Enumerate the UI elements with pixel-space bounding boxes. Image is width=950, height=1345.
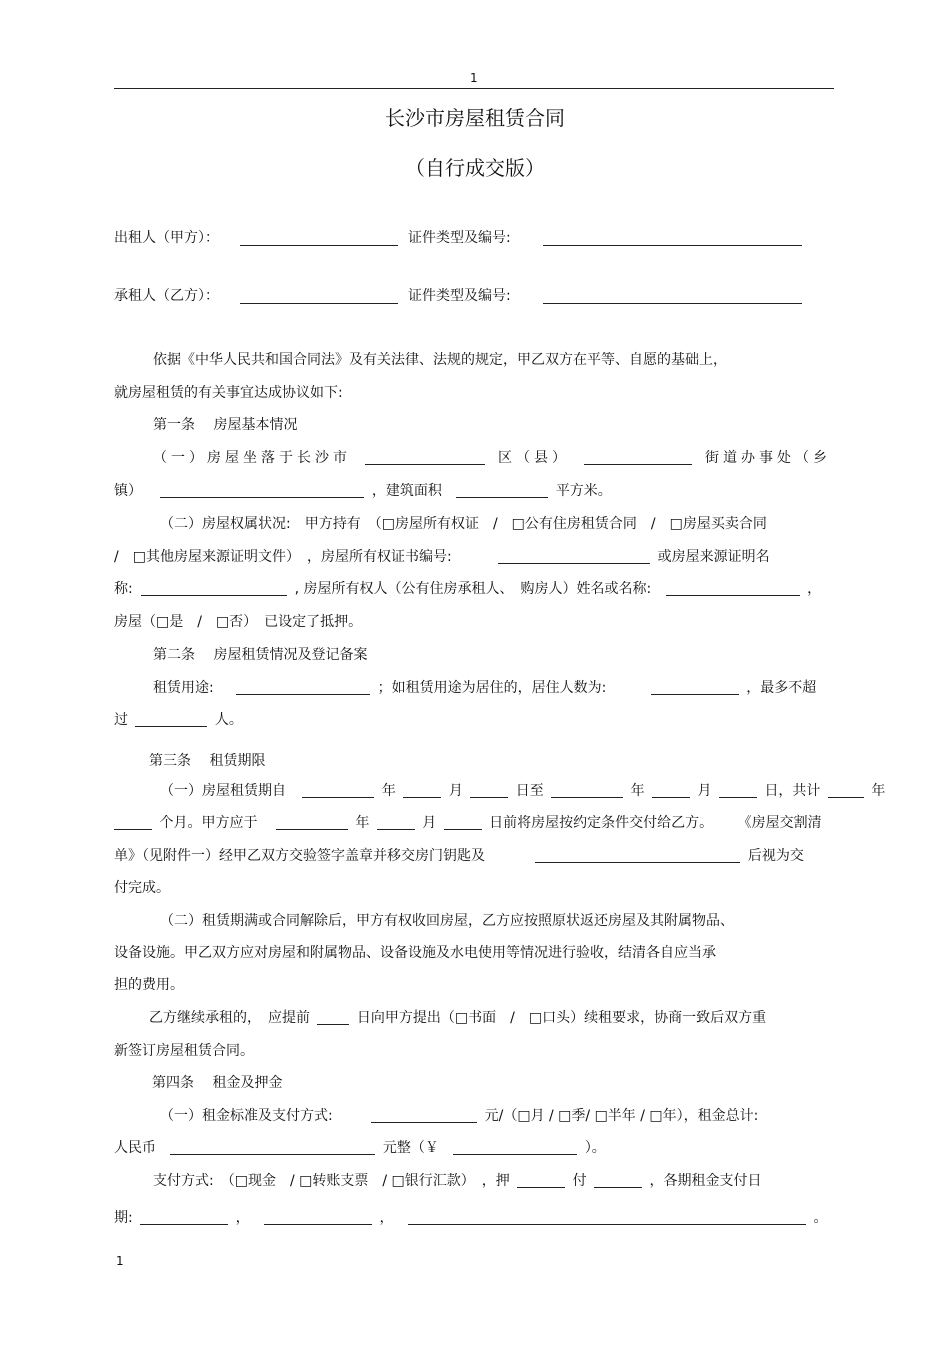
day-to-label: 日至 — [515, 783, 544, 799]
year-label: 年 — [630, 783, 645, 799]
comma-1: ， — [235, 1210, 250, 1226]
max-residents-field[interactable] — [135, 710, 207, 727]
article-2-max-line — [114, 710, 243, 730]
term-line-3 — [114, 846, 804, 866]
pay-months-field[interactable] — [594, 1171, 642, 1188]
rent-line-1 — [160, 1106, 758, 1126]
deposit-months-field[interactable] — [517, 1171, 565, 1188]
comma-2: ， — [379, 1210, 394, 1226]
total-months-field[interactable] — [114, 813, 152, 830]
rent-total-words-field[interactable] — [170, 1138, 375, 1155]
article-4-heading: 第四条 租金及押金 — [152, 1075, 283, 1091]
header-page-number: 1 — [470, 71, 478, 85]
ownership-line-2 — [114, 547, 770, 567]
document-subtitle: （自行成交版） — [405, 156, 545, 180]
name-label-text: 称: — [114, 581, 133, 597]
area-field[interactable] — [456, 481, 548, 498]
lessee-label: 承租人（乙方）： — [114, 288, 219, 304]
rmb-label: 人民币 — [114, 1140, 156, 1156]
period-mark: 。 — [813, 1210, 828, 1226]
persons-unit: 人。 — [214, 712, 243, 728]
article-1-location-line — [153, 448, 831, 468]
start-year-field[interactable] — [302, 781, 374, 798]
renewal-line-1 — [149, 1008, 766, 1028]
term-line-2 — [114, 813, 822, 833]
header-rule — [114, 88, 834, 89]
purpose-field[interactable] — [236, 678, 370, 695]
lessor-id-label: 证件类型及编号: — [408, 230, 511, 246]
total-label: 日，共计 — [764, 783, 821, 799]
max-prefix: 过 — [114, 712, 128, 728]
owner-label-text: , 房屋所有权人（公有住房承租人、 购房人）姓名或名称: — [294, 581, 652, 597]
due-date-label: ，各期租金支付日 — [649, 1173, 762, 1189]
lessor-id-field[interactable] — [543, 245, 802, 246]
start-month-field[interactable] — [403, 781, 441, 798]
rent-total-number-field[interactable] — [453, 1138, 577, 1155]
article-3-heading: 第三条 租赁期限 — [149, 753, 266, 769]
rent-period-options: 元/（□月 / □季/ □半年 / □年），租金总计: — [484, 1108, 759, 1124]
months-handover-label: 个月。甲方应于 — [159, 815, 258, 831]
renewal-request-text: 日向甲方提出（□书面 / □口头）续租要求，协商一致后双方重 — [356, 1010, 767, 1026]
term-line-1 — [160, 781, 885, 801]
lessor-name-field[interactable] — [240, 245, 398, 246]
expiry-line-1: （二）租赁期满或合同解除后，甲方有权收回房屋，乙方应按照原状返还房屋及其附属物品、 — [160, 913, 734, 929]
end-year-field[interactable] — [551, 781, 623, 798]
handover-items-field[interactable] — [535, 846, 740, 863]
street-field[interactable] — [584, 448, 692, 465]
footer-page-number: 1 — [116, 1254, 124, 1268]
intro-line-1: 依据《中华人民共和国合同法》及有关法律、法规的规定，甲乙双方在平等、自愿的基础上， — [153, 352, 727, 368]
lessee-id-label: 证件类型及编号: — [408, 288, 511, 304]
yuan-label: 元整（￥ — [382, 1140, 439, 1156]
rent-amount-field[interactable] — [371, 1106, 477, 1123]
town-text: 镇） — [114, 483, 142, 499]
handover-label: 日前将房屋按约定条件交付给乙方。 — [489, 815, 714, 831]
start-day-field[interactable] — [470, 781, 508, 798]
term-line-4: 付完成。 — [114, 880, 170, 896]
rent-line-2 — [114, 1138, 606, 1158]
comma-text: ， — [807, 581, 822, 597]
end-day-field[interactable] — [719, 781, 757, 798]
lessee-id-field[interactable] — [543, 303, 802, 304]
rent-standard-label: （一）租金标准及支付方式: — [160, 1108, 333, 1124]
residents-field[interactable] — [651, 678, 739, 695]
purpose-label: 租赁用途: — [153, 680, 214, 696]
handover-month-field[interactable] — [377, 813, 415, 830]
payment-line-2 — [114, 1208, 827, 1228]
expiry-line-3: 担的费用。 — [114, 977, 184, 993]
year-label: 年 — [871, 783, 886, 799]
article-2-purpose-line — [153, 678, 816, 698]
certificate-number-field[interactable] — [498, 547, 650, 564]
month-label: 月 — [697, 783, 712, 799]
renewal-text: 乙方继续承租的， 应提前 — [149, 1010, 310, 1026]
article-1-area-line — [114, 481, 612, 501]
area-unit-text: 平方米。 — [555, 483, 612, 499]
handover-sign-text: 单》（见附件一）经甲乙双方交验签字盖章并移交房门钥匙及 — [114, 848, 485, 864]
intro-line-2: 就房屋租赁的有关事宜达成协议如下: — [114, 385, 343, 401]
expiry-line-2: 设备设施。甲乙双方应对房屋和附属物品、设备设施及水电使用等情况进行验收，结清各自应当承 — [114, 945, 716, 961]
location-district-text: 区（县） — [498, 450, 570, 466]
article-2-heading: 第二条 房屋租赁情况及登记备案 — [153, 647, 368, 663]
total-years-field[interactable] — [828, 781, 864, 798]
ownership-cert-text: / □其他房屋来源证明文件） ，房屋所有权证书编号: — [114, 549, 452, 565]
district-field[interactable] — [365, 448, 485, 465]
article-1-heading: 第一条 房屋基本情况 — [153, 417, 298, 433]
due-date-3-field[interactable] — [408, 1208, 806, 1225]
lessee-name-field[interactable] — [240, 303, 398, 304]
handover-day-field[interactable] — [444, 813, 482, 830]
source-doc-text: 或房屋来源证明名 — [657, 549, 770, 565]
date-prefix: 期: — [114, 1210, 133, 1226]
handover-year-field[interactable] — [276, 813, 348, 830]
year-label: 年 — [355, 815, 370, 831]
due-date-2-field[interactable] — [264, 1208, 372, 1225]
term-from-label: （一）房屋租赁期自 — [160, 783, 286, 799]
town-field[interactable] — [160, 481, 364, 498]
residents-label: ；如租赁用途为居住的，居住人数为: — [377, 680, 607, 696]
source-doc-name-field[interactable] — [141, 579, 287, 596]
end-month-field[interactable] — [652, 781, 690, 798]
max-residents-label: ，最多不超 — [746, 680, 817, 696]
lessor-label: 出租人（甲方）： — [114, 230, 219, 246]
handover-doc-label: 《房屋交割清 — [737, 815, 822, 831]
close-paren: ）。 — [584, 1140, 606, 1156]
location-city-text: （一）房屋坐落于长沙市 — [153, 450, 351, 466]
renewal-days-field[interactable] — [317, 1008, 349, 1025]
location-street-text: 街道办事处（乡 — [705, 450, 831, 466]
renewal-line-2: 新签订房屋租赁合同。 — [114, 1043, 254, 1059]
ownership-line-1: （二）房屋权属状况: 甲方持有 （□房屋所有权证 / □公有住房租赁合同 / □房屋买卖合同 — [160, 516, 767, 532]
document-title: 长沙市房屋租赁合同 — [385, 106, 565, 130]
payment-method-text: 支付方式: （□现金 / □转账支票 / □银行汇款） ，押 — [153, 1173, 510, 1189]
deemed-text: 后视为交 — [747, 848, 804, 864]
mortgage-line: 房屋（□是 / □否） 已设定了抵押。 — [114, 614, 363, 630]
month-label: 月 — [422, 815, 437, 831]
pay-label: 付 — [572, 1173, 587, 1189]
month-label: 月 — [448, 783, 463, 799]
year-label: 年 — [381, 783, 396, 799]
due-date-1-field[interactable] — [140, 1208, 228, 1225]
area-text: ，建筑面积 — [371, 483, 442, 499]
ownership-line-3 — [114, 579, 821, 599]
payment-line-1 — [153, 1171, 762, 1191]
owner-name-field[interactable] — [666, 579, 800, 596]
